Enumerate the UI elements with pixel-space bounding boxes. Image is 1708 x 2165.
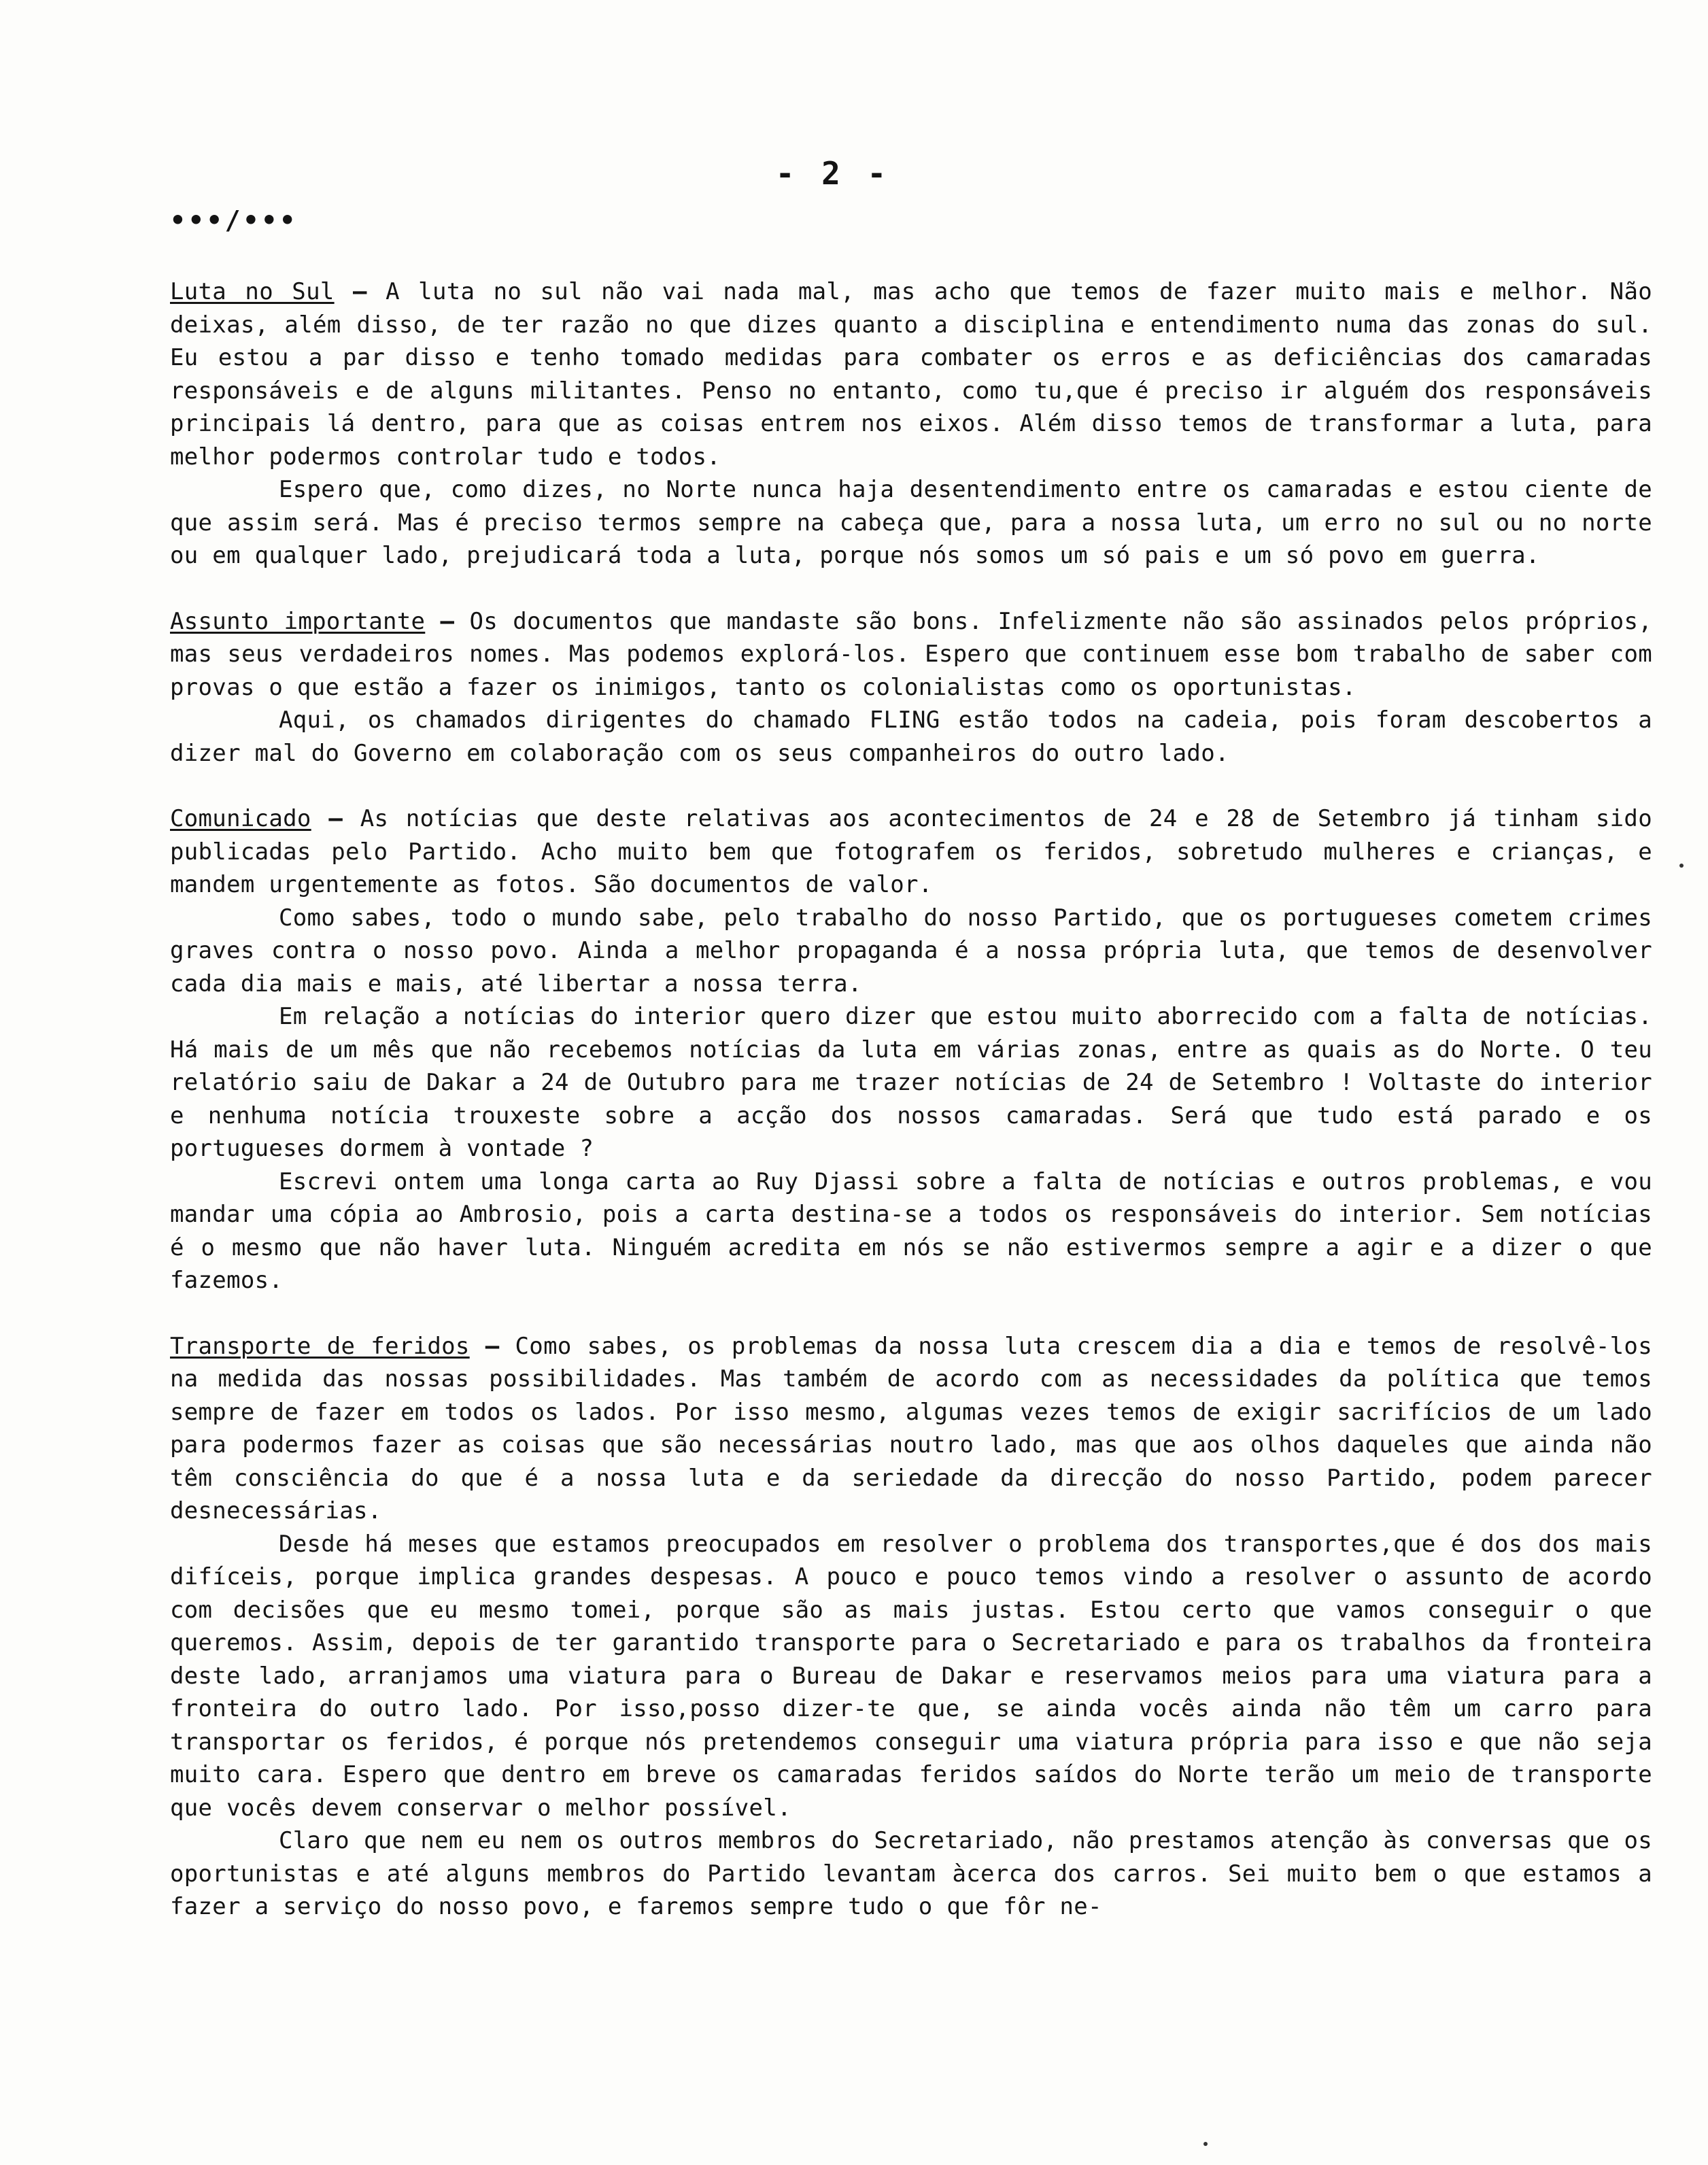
section-heading: Comunicado [170,805,311,832]
paragraph: Comunicado – As notícias que deste relativas aos acontecimentos de 24 e 28 de Setembro já tinham sido publicadas pelo Partido. Acho muito bem que fotografem os feridos, sobretudo mulheres e crianças, e mandem urgentemente as fotos. São documentos de valor. [170,805,1652,898]
paragraph-text: Como sabes, os problemas da nossa luta crescem dia a dia e temos de resolvê-los na medida das nossas possibilidades. Mas também de acordo com as necessidades da política que temos sempre de fazer em todos os lados. Por isso mesmo, algumas vezes temos de exigir sacrifícios de um lado para podermos fazer as coisas que são necessárias noutro lado, mas que aos olhos daqueles que ainda não têm consciência do que é a nossa luta e da seriedade da direcção do nosso Partido, podem parecer desnecessárias. [170,1332,1652,1524]
letter-body [170,275,1652,1956]
section-assunto-importante [170,605,1652,770]
paragraph: Como sabes, todo o mundo sabe, pelo trabalho do nosso Partido, que os portugueses cometem crimes graves contra o nosso povo. Ainda a melhor propaganda é a nossa própria luta, que temos de desenvolver cada dia mais e mais, até libertar a nossa terra. [170,904,1652,998]
paragraph: Luta no Sul – A luta no sul não vai nada mal, mas acho que temos de fazer muito mais e melhor. Não deixas, além disso, de ter razão no que dizes quanto a disciplina e entendimento numa das zonas do sul. Eu estou a par disso e tenho tomado medidas para combater os erros e as deficiências dos camaradas responsáveis e de alguns militantes. Penso no entanto, como tu,que é preciso ir alguém dos responsáveis principais lá dentro, para que as coisas entrem nos eixos. Além disso temos de transformar a luta, para melhor podermos controlar tudo e todos. [170,278,1652,471]
section-heading: Transporte de feridos [170,1332,470,1360]
section-heading: Luta no Sul [170,278,335,305]
page-number: - 2 - [775,155,891,192]
paragraph: Desde há meses que estamos preocupados em resolver o problema dos transportes,que é dos dos mais difíceis, porque implica grandes despesas. A pouco e pouco temos vindo a resolver o assunto de acordo com decisões que eu mesmo tomei, porque são as mais justas. Estou certo que vamos conseguir o que queremos. Assim, depois de ter garantido transporte para o Secretariado e para os trabalhos da fronteira deste lado, arranjamos uma viatura para o Bureau de Dakar e reservamos meios para uma viatura para a fronteira do outro lado. Por isso,posso dizer-te que, se ainda vocês ainda não têm um carro para transportar os feridos, é porque nós pretendemos conseguir uma viatura própria para isso e que não seja muito cara. Espero que dentro em breve os camaradas feridos saídos do Norte terão um meio de transporte que vocês devem conservar o melhor possível. [170,1530,1652,1822]
paragraph: Assunto importante – Os documentos que mandaste são bons. Infelizmente não são assinados pelos próprios, mas seus verdadeiros nomes. Mas podemos explorá-los. Espero que continuem esse bom trabalho de saber com provas o que estão a fazer os inimigos, tanto os colonialistas como os oportunistas. [170,607,1652,701]
paragraph-text: Os documentos que mandaste são bons. Infelizmente não são assinados pelos próprios, mas seus verdadeiros nomes. Mas podemos explorá-los. Espero que continuem esse bom trabalho de saber com provas o que estão a fazer os inimigos, tanto os colonialistas como os oportunistas. [170,607,1652,701]
paragraph: Espero que, como dizes, no Norte nunca haja desentendimento entre os camaradas e estou ciente de que assim será. Mas é preciso termos sempre na cabeça que, para a nossa luta, um erro no sul ou no norte ou em qualquer lado, prejudicará toda a luta, porque nós somos um só pais e um só povo em guerra. [170,476,1652,569]
paragraph: Aqui, os chamados dirigentes do chamado FLING estão todos na cadeia, pois foram descobertos a dizer mal do Governo em colaboração com os seus companheiros do outro lado. [170,706,1652,767]
continuation-mark: •••/••• [170,205,298,235]
paragraph: Claro que nem eu nem os outros membros do Secretariado, não prestamos atenção às conversas que os oportunistas e até alguns membros do Partido levantam àcerca dos carros. Sei muito bem o que estamos a fazer a serviço do nosso povo, e faremos sempre tudo o que fôr ne- [170,1827,1652,1920]
section-luta-no-sul [170,275,1652,573]
section-comunicado [170,802,1652,1297]
scan-speck [1203,2142,1208,2146]
paragraph: Escrevi ontem uma longa carta ao Ruy Djassi sobre a falta de notícias e outros problemas, e vou mandar uma cópia ao Ambrosio, pois a carta destina-se a todos os responsáveis do interior. Sem notícias é o mesmo que não haver luta. Ninguém acredita em nós se não estivermos sempre a agir e a dizer o que fazemos. [170,1167,1652,1294]
paragraph: Em relação a notícias do interior quero dizer que estou muito aborrecido com a falta de notícias. Há mais de um mês que não recebemos notícias da luta em várias zonas, entre as quais as do Norte. O teu relatório saiu de Dakar a 24 de Outubro para me trazer notícias de 24 de Setembro ! Voltaste do interior e nenhuma notícia trouxeste sobre a acção dos nossos camaradas. Será que tudo está parado e os portugueses dormem à vontade ? [170,1003,1652,1162]
section-transporte-de-feridos [170,1330,1652,1924]
scan-speck [1679,864,1684,868]
section-heading: Assunto importante [170,607,426,635]
paragraph: Transporte de feridos – Como sabes, os problemas da nossa luta crescem dia a dia e temos de resolvê-los na medida das nossas possibilidades. Mas também de acordo com as necessidades da política que temos sempre de fazer em todos os lados. Por isso mesmo, algumas vezes temos de exigir sacrifícios de um lado para podermos fazer as coisas que são necessárias noutro lado, mas que aos olhos daqueles que ainda não têm consciência do que é a nossa luta e da seriedade da direcção do nosso Partido, podem parecer desnecessárias. [170,1332,1652,1524]
paragraph-text: As notícias que deste relativas aos acontecimentos de 24 e 28 de Setembro já tinham sido publicadas pelo Partido. Acho muito bem que fotografem os feridos, sobretudo mulheres e crianças, e mandem urgentemente as fotos. São documentos de valor. [170,805,1652,898]
paragraph-text: A luta no sul não vai nada mal, mas acho que temos de fazer muito mais e melhor. Não deixas, além disso, de ter razão no que dizes quanto a disciplina e entendimento numa das zonas do sul. Eu estou a par disso e tenho tomado medidas para combater os erros e as deficiências dos camaradas responsáveis e de alguns militantes. Penso no entanto, como tu,que é preciso ir alguém dos responsáveis principais lá dentro, para que as coisas entrem nos eixos. Além disso temos de transformar a luta, para melhor podermos controlar tudo e todos. [170,278,1652,471]
